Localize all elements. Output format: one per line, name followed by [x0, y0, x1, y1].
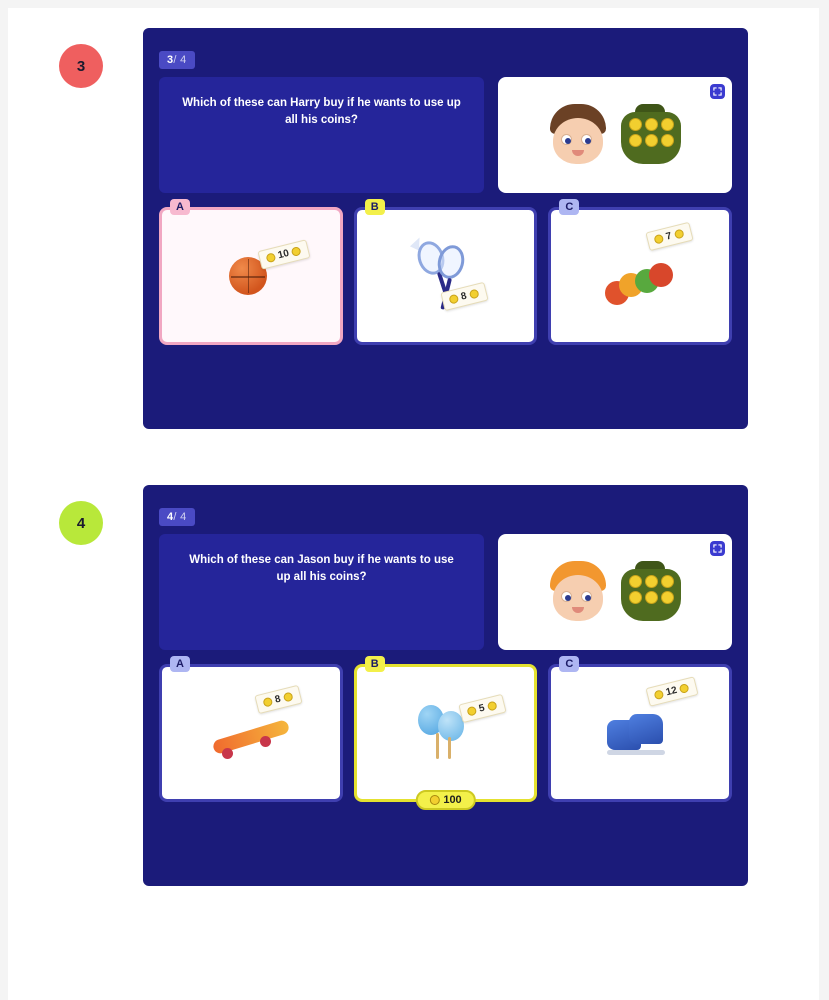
expand-icon[interactable] — [710, 84, 725, 99]
question-card — [143, 28, 748, 429]
option-label-c: C — [559, 656, 579, 672]
answer-options — [159, 658, 732, 806]
option-label-c: C — [559, 199, 579, 215]
page-bottom-spacer — [0, 942, 829, 952]
coin-icon — [291, 246, 302, 257]
option-label-a: A — [170, 656, 190, 672]
coin-icon — [673, 229, 684, 240]
coin-icon — [654, 234, 665, 245]
page-top-edge — [0, 0, 829, 8]
boy-face-brown-hair-icon — [547, 104, 609, 166]
progress-current: 4 — [167, 511, 174, 523]
question-stem-row — [159, 77, 732, 193]
coin-icon — [429, 795, 439, 805]
answer-option-a[interactable] — [159, 201, 343, 345]
price-tag — [458, 694, 506, 723]
question-media — [498, 534, 732, 650]
option-art-basketball — [162, 210, 340, 342]
boy-face-orange-hair-icon — [547, 561, 609, 623]
coin-icon — [486, 701, 497, 712]
price-value: 7 — [664, 230, 673, 243]
dumbbells-icon — [605, 259, 675, 307]
price-value: 8 — [273, 693, 282, 706]
question-text: Which of these can Harry buy if he wants to use up all his coins? — [159, 77, 484, 193]
skateboard-icon — [210, 718, 292, 764]
answer-options — [159, 201, 732, 345]
coin-icon — [265, 252, 276, 263]
answer-option-b[interactable] — [354, 658, 538, 806]
coin-icon — [466, 706, 477, 717]
coin-icon — [654, 689, 665, 700]
total-coins-pill — [415, 790, 475, 810]
question-number-badge: 3 — [59, 44, 103, 88]
price-value: 12 — [665, 684, 679, 699]
option-label-a: A — [170, 199, 190, 215]
progress-separator: / — [173, 511, 181, 523]
question-block-3 — [0, 28, 829, 429]
coin-pouch-icon — [619, 104, 683, 166]
question-number-badge: 4 — [59, 501, 103, 545]
total-coins-value: 100 — [443, 794, 462, 806]
progress-total: 4 — [180, 511, 187, 523]
option-art-dumbbells — [551, 210, 729, 342]
price-tag — [254, 685, 302, 714]
coin-icon — [468, 289, 479, 300]
coin-icon — [282, 692, 293, 703]
coin-icon — [448, 294, 459, 305]
price-value: 8 — [459, 290, 468, 303]
answer-option-a[interactable] — [159, 658, 343, 802]
question-card — [143, 485, 748, 886]
question-stem-row — [159, 534, 732, 650]
price-tag — [257, 239, 310, 270]
progress-indicator — [159, 508, 195, 526]
progress-total: 4 — [180, 54, 187, 66]
progress-indicator — [159, 51, 195, 69]
option-art-skateboard — [162, 667, 340, 799]
progress-current: 3 — [167, 54, 174, 66]
answer-option-b[interactable] — [354, 201, 538, 345]
option-label-b: B — [365, 199, 385, 215]
expand-icon[interactable] — [710, 541, 725, 556]
option-art-balloons — [357, 667, 535, 799]
answer-option-c[interactable] — [548, 658, 732, 802]
question-text: Which of these can Jason buy if he wants to use up all his coins? — [159, 534, 484, 650]
progress-separator: / — [173, 54, 181, 66]
coin-icon — [262, 697, 273, 708]
option-art-ice-skates — [551, 667, 729, 799]
ice-skates-icon — [605, 712, 675, 764]
option-art-rackets — [357, 210, 535, 342]
price-value: 5 — [477, 702, 486, 715]
answer-option-c[interactable] — [548, 201, 732, 345]
option-label-b: B — [365, 656, 385, 672]
price-tag — [646, 676, 699, 707]
price-value: 10 — [276, 247, 291, 262]
price-tag — [646, 222, 694, 251]
coin-icon — [679, 683, 690, 694]
question-block-4 — [0, 485, 829, 886]
coin-pouch-icon — [619, 561, 683, 623]
question-media — [498, 77, 732, 193]
